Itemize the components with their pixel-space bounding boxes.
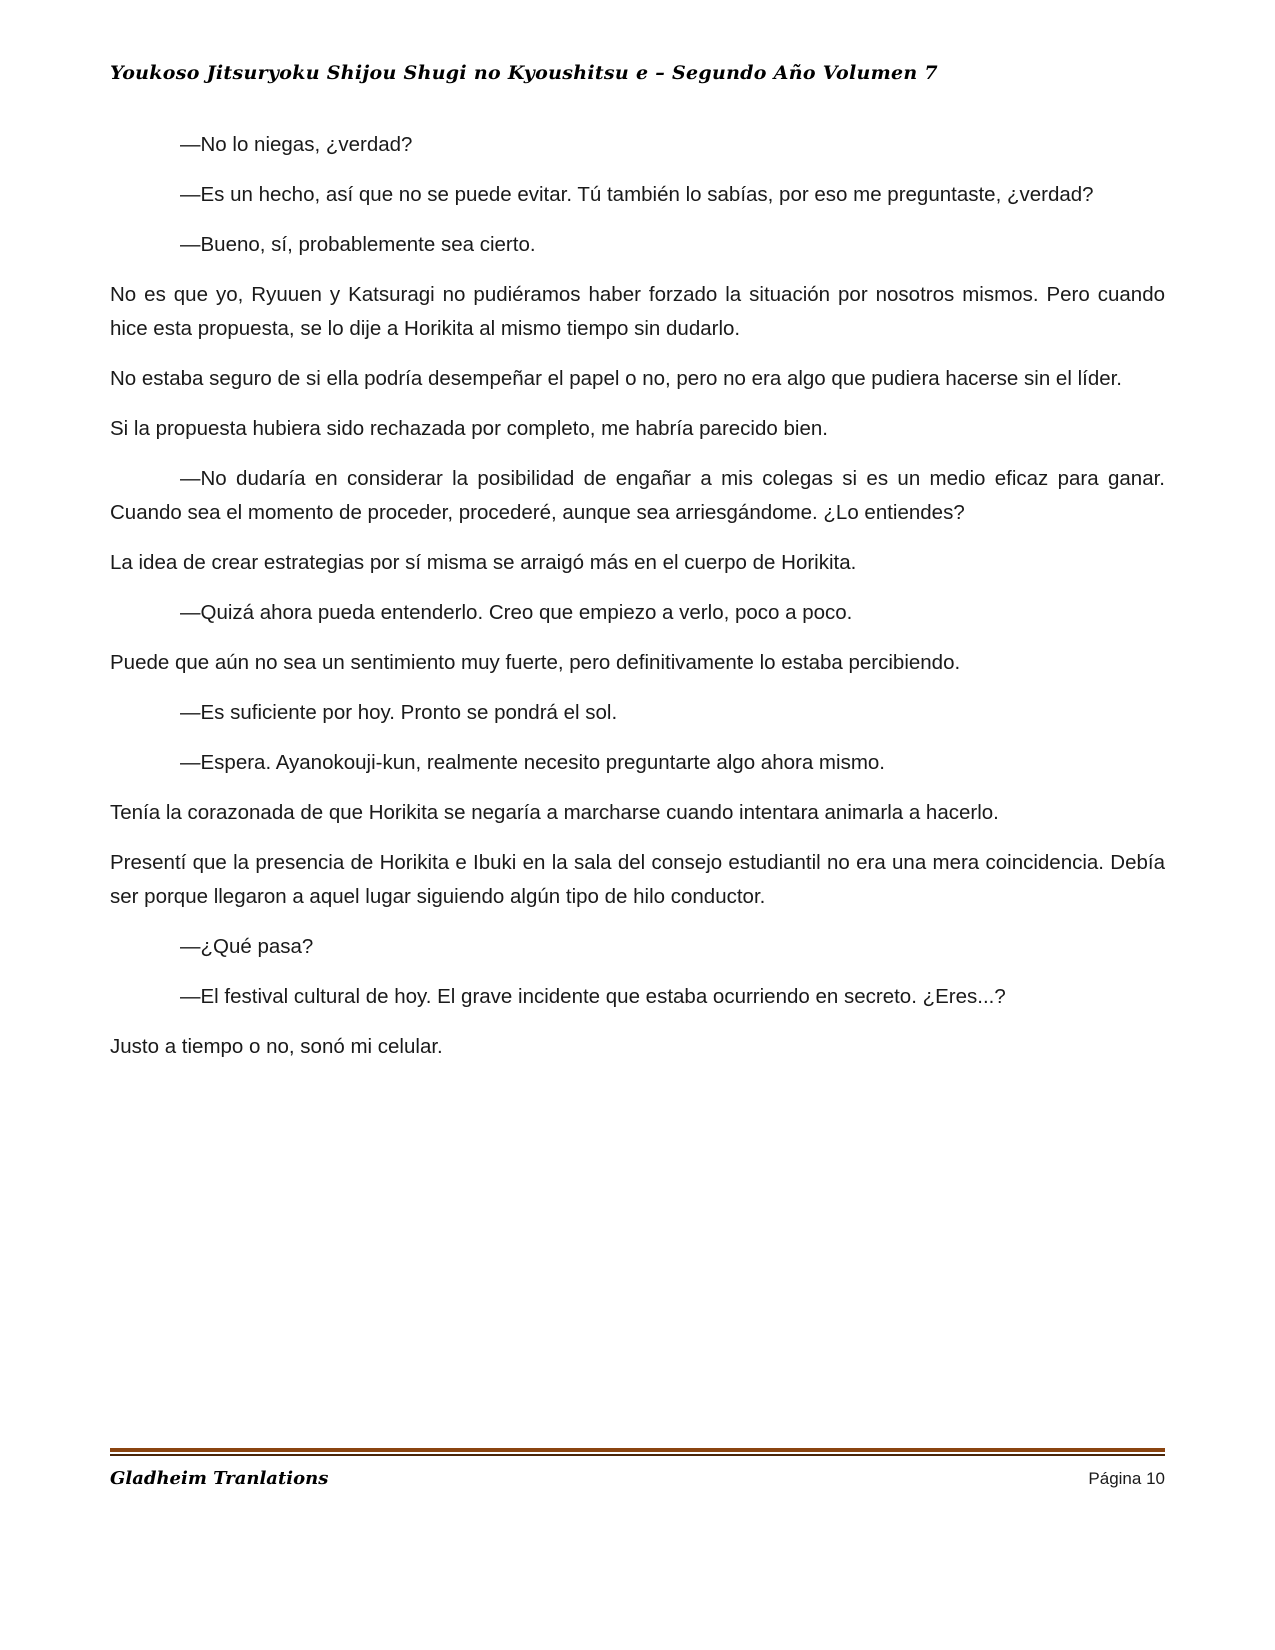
footer-row: [110, 1468, 1165, 1489]
paragraph: —Es un hecho, así que no se puede evitar. Tú también lo sabías, por eso me preguntaste, ¿verdad?: [180, 183, 1094, 206]
page-footer: [110, 1448, 1165, 1489]
paragraph: La idea de crear estrategias por sí misma se arraigó más en el cuerpo de Horikita.: [110, 551, 857, 574]
paragraph: —El festival cultural de hoy. El grave incidente que estaba ocurriendo en secreto. ¿Eres...?: [180, 985, 1006, 1008]
footer-rule-thick-line: [110, 1448, 1165, 1452]
header-title: Youkoso Jitsuryoku Shijou Shugi no Kyoushitsu e – Segundo Año Volumen 7: [110, 62, 938, 84]
paragraph: No estaba seguro de si ella podría desempeñar el papel o no, pero no era algo que pudiera hacerse sin el líder.: [110, 367, 1123, 390]
paragraph: Tenía la corazonada de que Horikita se negaría a marcharse cuando intentara animarla a hacerlo.: [110, 801, 999, 824]
footer-rule: [110, 1448, 1165, 1456]
footer-translator-credit: Gladheim Tranlations: [110, 1468, 329, 1489]
paragraph: —Quizá ahora pueda entenderlo. Creo que empiezo a verlo, poco a poco.: [180, 601, 853, 624]
paragraph: Si la propuesta hubiera sido rechazada por completo, me habría parecido bien.: [110, 417, 828, 440]
paragraph: Justo a tiempo o no, sonó mi celular.: [110, 1035, 443, 1058]
footer-page-label: Página: [1088, 1469, 1142, 1488]
paragraph: —No lo niegas, ¿verdad?: [180, 133, 413, 156]
paragraph: —Es suficiente por hoy. Pronto se pondrá el sol.: [180, 701, 618, 724]
paragraph: —Espera. Ayanokouji-kun, realmente necesito preguntarte algo ahora mismo.: [180, 751, 885, 774]
paragraph: Presentí que la presencia de Horikita e Ibuki en la sala del consejo estudiantil no era una mera coincidencia. Debía ser porque llegaron a aquel lugar siguiendo algún tipo de hilo conductor.: [110, 851, 1165, 908]
page-header: [110, 62, 1165, 84]
paragraph: —Bueno, sí, probablemente sea cierto.: [180, 233, 536, 256]
footer-page-number: 10: [1146, 1469, 1165, 1488]
paragraph: No es que yo, Ryuuen y Katsuragi no pudiéramos haber forzado la situación por nosotros mismos. Pero cuando hice esta propuesta, se lo dije a Horikita al mismo tiempo sin dudarlo.: [110, 283, 1165, 340]
paragraph: Puede que aún no sea un sentimiento muy fuerte, pero definitivamente lo estaba percibiendo.: [110, 651, 961, 674]
footer-rule-thin-line: [110, 1454, 1165, 1456]
paragraph: —¿Qué pasa?: [180, 935, 314, 958]
document-body: [110, 128, 1165, 1064]
paragraph: —No dudaría en considerar la posibilidad de engañar a mis colegas si es un medio eficaz para ganar. Cuando sea el momento de proceder, procederé, aunque sea arriesgándome. ¿Lo entiendes?: [110, 467, 1165, 524]
footer-page-indicator: [1088, 1469, 1165, 1489]
